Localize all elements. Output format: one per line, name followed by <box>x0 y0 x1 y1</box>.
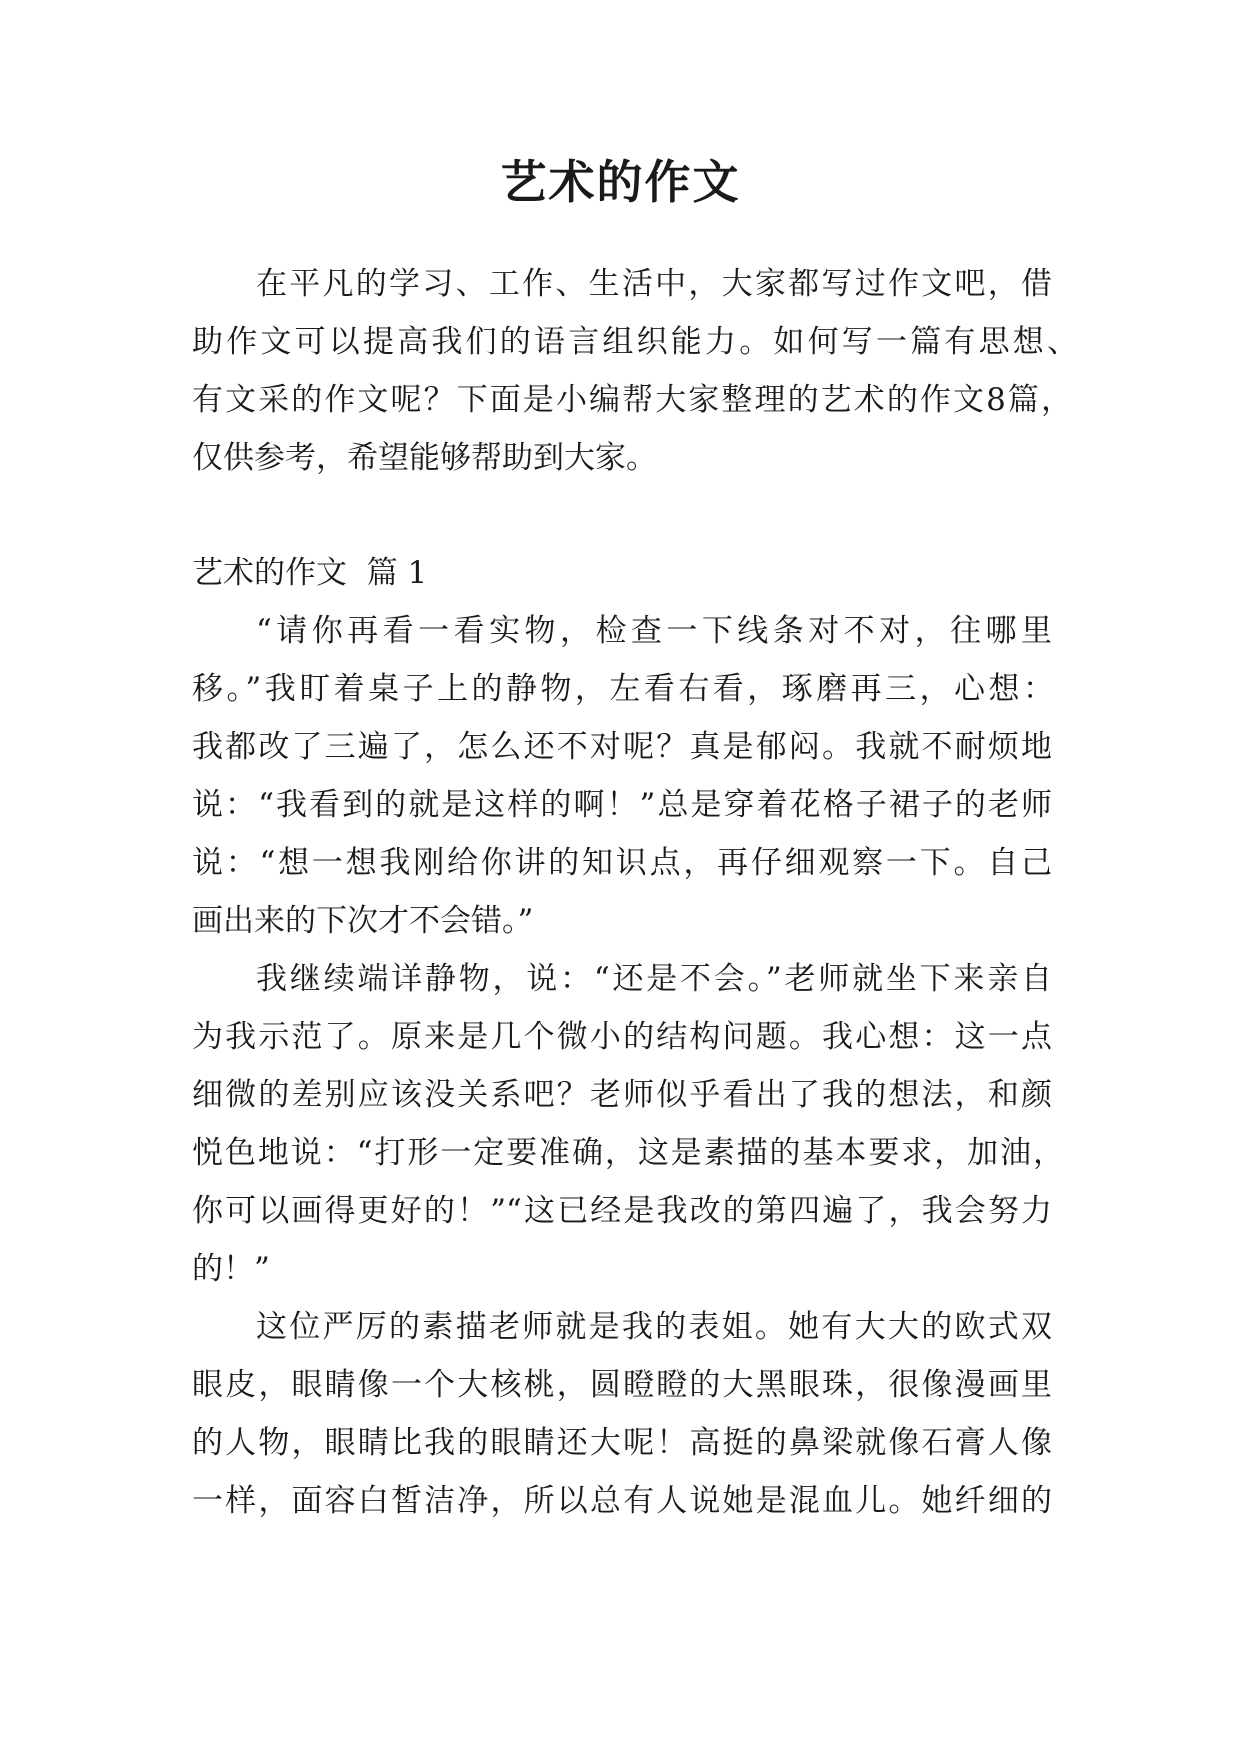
paragraph-line: 眼皮，眼睛像一个大核桃，圆瞪瞪的大黑眼珠，很像漫画里 <box>192 1367 1052 1403</box>
paragraph-line: 细微的差别应该没关系吧？老师似乎看出了我的想法，和颜 <box>192 1077 1052 1113</box>
paragraph-line: 你可以画得更好的！”“这已经是我改的第四遍了，我会努力 <box>192 1193 1052 1229</box>
document-title: 艺术的作文 <box>500 155 741 209</box>
paragraph-line: 的！” <box>192 1251 270 1287</box>
paragraph-line: 的人物，眼睛比我的眼睛还大呢！高挺的鼻梁就像石膏人像 <box>192 1425 1052 1461</box>
paragraph-line: 为我示范了。原来是几个微小的结构问题。我心想：这一点 <box>192 1019 1052 1055</box>
paragraph-line: 我都改了三遍了，怎么还不对呢？真是郁闷。我就不耐烦地 <box>192 729 1052 765</box>
section-heading: 艺术的作文 篇 1 <box>192 555 428 591</box>
paragraph-line: 悦色地说：“打形一定要准确，这是素描的基本要求，加油， <box>192 1135 1064 1171</box>
paragraph-line: 一样，面容白皙洁净，所以总有人说她是混血儿。她纤细的 <box>192 1483 1052 1519</box>
intro-line: 在平凡的学习、工作、生活中，大家都写过作文吧，借 <box>256 266 1052 302</box>
intro-line: 有文采的作文呢？下面是小编帮大家整理的艺术的作文8篇， <box>192 382 1072 418</box>
paragraph-line: 画出来的下次才不会错。” <box>192 903 534 939</box>
paragraph-line: 说：“想一想我刚给你讲的知识点，再仔细观察一下。自己 <box>192 845 1052 881</box>
paragraph-line: 说：“我看到的就是这样的啊！”总是穿着花格子裙子的老师 <box>192 787 1052 823</box>
paragraph-line: 我继续端详静物，说：“还是不会。”老师就坐下来亲自 <box>256 961 1052 997</box>
paragraph-line: 这位严厉的素描老师就是我的表姐。她有大大的欧式双 <box>256 1309 1052 1345</box>
intro-line: 仅供参考，希望能够帮助到大家。 <box>192 440 657 476</box>
paragraph-line: “请你再看一看实物，检查一下线条对不对，往哪里 <box>256 613 1052 649</box>
intro-line: 助作文可以提高我们的语言组织能力。如何写一篇有思想、 <box>192 324 1078 360</box>
paragraph-line: 移。”我盯着桌子上的静物，左看右看，琢磨再三，心想： <box>192 671 1054 707</box>
